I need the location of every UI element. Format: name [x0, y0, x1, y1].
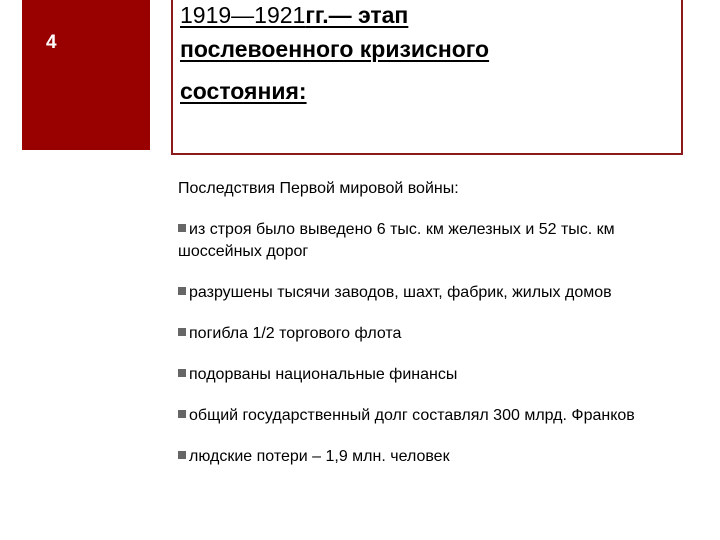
- bullet-text: общий государственный долг составлял 300 млрд. Франков: [189, 407, 635, 424]
- list-item: [178, 323, 688, 345]
- list-item: [178, 446, 688, 468]
- square-bullet-icon: [178, 410, 186, 418]
- title-years: 1919—1921: [180, 2, 306, 28]
- title-line-1: [180, 0, 675, 32]
- square-bullet-icon: [178, 328, 186, 336]
- list-item: [178, 405, 688, 427]
- bullet-text: погибла 1/2 торгового флота: [189, 325, 402, 342]
- square-bullet-icon: [178, 451, 186, 459]
- bullet-text: людские потери – 1,9 млн. человек: [189, 448, 450, 465]
- square-bullet-icon: [178, 224, 186, 232]
- title-line-2: послевоенного кризисного: [180, 36, 490, 62]
- square-bullet-icon: [178, 287, 186, 295]
- bullet-list: [178, 219, 688, 468]
- bullet-text: из строя было выведено 6 тыс. км железных и 52 тыс. км шоссейных дорог: [178, 221, 615, 260]
- slide-number-panel: [22, 0, 150, 150]
- square-bullet-icon: [178, 369, 186, 377]
- list-item: [178, 364, 688, 386]
- bullet-text: подорваны национальные финансы: [189, 366, 458, 383]
- slide-title: [180, 0, 675, 108]
- list-item: [178, 219, 688, 263]
- slide-number: 4: [46, 32, 57, 53]
- list-item: [178, 282, 688, 304]
- title-line-3: состояния:: [180, 78, 307, 104]
- bullet-text: разрушены тысячи заводов, шахт, фабрик, жилых домов: [189, 284, 612, 301]
- intro-text: Последствия Первой мировой войны:: [178, 180, 459, 197]
- title-line-1-rest: гг.— этап: [305, 2, 409, 28]
- slide-content: [178, 178, 688, 487]
